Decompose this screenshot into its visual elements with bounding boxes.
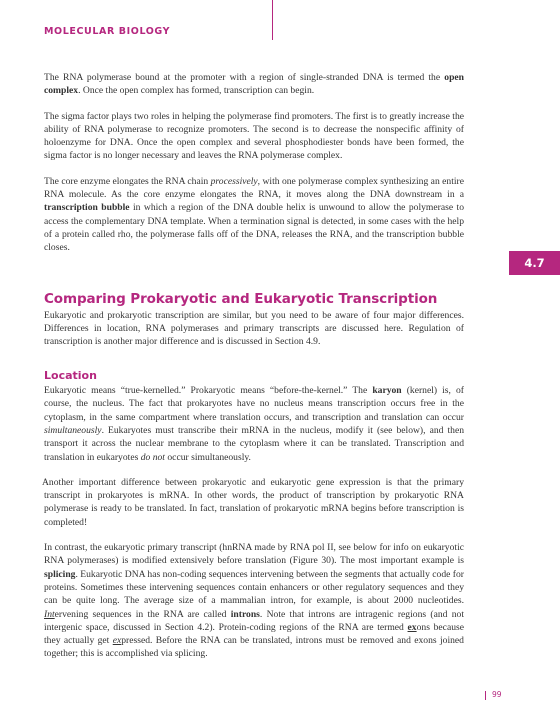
term-simultaneously: simultaneously	[44, 424, 102, 436]
text-run: . Eukaryotes must transcribe their mRNA in the nucleus, modify it (see below), and then transport it across the nuclear membrane to the cytoplasm where it can be translated. Transcription and translation in eukaryotes	[44, 424, 464, 463]
paragraph	[44, 175, 464, 255]
page-number	[485, 690, 502, 700]
paragraph: Eukaryotic and prokaryotic transcription are similar, but you need to be aware of four major differences. Differences in location, RNA polymerases and primary transcripts are discussed here. Regulation of transcription is another major difference and is discussed in Section 4.9.	[44, 309, 464, 348]
text-run: In contrast, the eukaryotic primary transcript (hnRNA made by RNA pol II, see below for info on eukaryotic RNA polymerases) is modified extensively before translation (Figure 30). The most important example is	[44, 542, 464, 567]
paragraph	[44, 541, 464, 661]
section-tab: 4.7	[509, 251, 560, 275]
subsection-title: Location	[44, 368, 97, 382]
text-run: The RNA polymerase bound at the promoter with a region of single-stranded DNA is termed the	[44, 72, 445, 83]
folio-bar	[485, 691, 486, 700]
term-processively: processively	[210, 175, 258, 187]
term-int: Int	[44, 608, 55, 620]
text-run: in which a region of the DNA double helix is unwound to allow the polymerase to access the complementary DNA template. When a termination signal is detected, in some cases with the help of a protein called rho, the polymerase falls off of the DNA, releases the RNA, and the transcription bubble closes.	[44, 202, 464, 254]
page-number-text: 99	[492, 690, 502, 699]
text-run: occur simultaneously.	[164, 451, 251, 463]
term-karyon: karyon	[372, 385, 402, 397]
text-run: The core enzyme elongates the RNA chain	[44, 175, 211, 187]
paragraph	[44, 384, 464, 464]
top-rule	[272, 0, 273, 40]
term-introns: introns	[230, 608, 260, 620]
text-run: ons because they actually get	[44, 621, 464, 647]
section-title: Comparing Prokaryotic and Eukaryotic Transcription	[44, 290, 438, 307]
paragraph: The sigma factor plays two roles in helping the polymerase find promoters. The first is to greatly increase the ability of RNA polymerase to recognize promoters. The second is to decrease the nonspecific affinity of holoenzyme for DNA. Once the open complex and several phosphodiester bonds have been formed, the sigma factor is no longer necessary and leaves the RNA polymerase complex.	[44, 110, 464, 162]
term-splicing: splicing	[44, 568, 76, 580]
term-ex-expressed: ex	[112, 635, 122, 647]
text-run: . Note that introns are intragenic regions (and not intergenic space, discussed in Section 4.2). Protein-coding regions of the RNA are termed	[44, 608, 465, 633]
text-run: (kernel) is, of course, the nucleus. The fact that prokaryotes have no nucleus means transcription occurs free in the cytoplasm, in the same compartment where translation occurs, and transcription and translation can occur	[44, 385, 464, 423]
term-do-not: do not	[140, 451, 165, 463]
term-open-complex: open complex	[44, 72, 464, 97]
term-transcription-bubble: transcription bubble	[44, 202, 130, 214]
text-run: ervening sequences in the RNA are called	[54, 608, 231, 620]
text-run: . Once the open complex has formed, transcription can begin.	[78, 85, 315, 97]
term-ex: ex	[407, 621, 417, 633]
running-head: MOLECULAR BIOLOGY	[44, 26, 171, 37]
text-run: Eukaryotic means “true-kernelled.” Prokaryotic means “before-the-kernel.” The	[44, 385, 373, 397]
body-text	[44, 71, 464, 673]
paragraph	[44, 71, 464, 98]
text-run: . Eukaryotic DNA has non-coding sequences intervening between the segments that actually code for proteins. Sometimes these intervening sequences contain enhancers or other regulatory sequences and they can be quite long. The average size of a mammalian intron, for example, is about 2000 nucleotides.	[44, 568, 464, 607]
text-run: , with one polymerase complex synthesizing an entire RNA molecule. As the core enzyme elongates the RNA, it moves along the DNA downstream in a	[44, 175, 464, 201]
text-run: pressed. Before the RNA can be translated, introns must be removed and exons joined together; this is accomplished via splicing.	[44, 635, 464, 660]
paragraph: Another important difference between prokaryotic and eukaryotic gene expression is that the primary transcript in prokaryotes is mRNA. In other words, the product of transcription by prokaryotic RNA polymerase is ready to be translated. In fact, translation of prokaryotic mRNA begins before transcription is completed!	[42, 476, 464, 528]
